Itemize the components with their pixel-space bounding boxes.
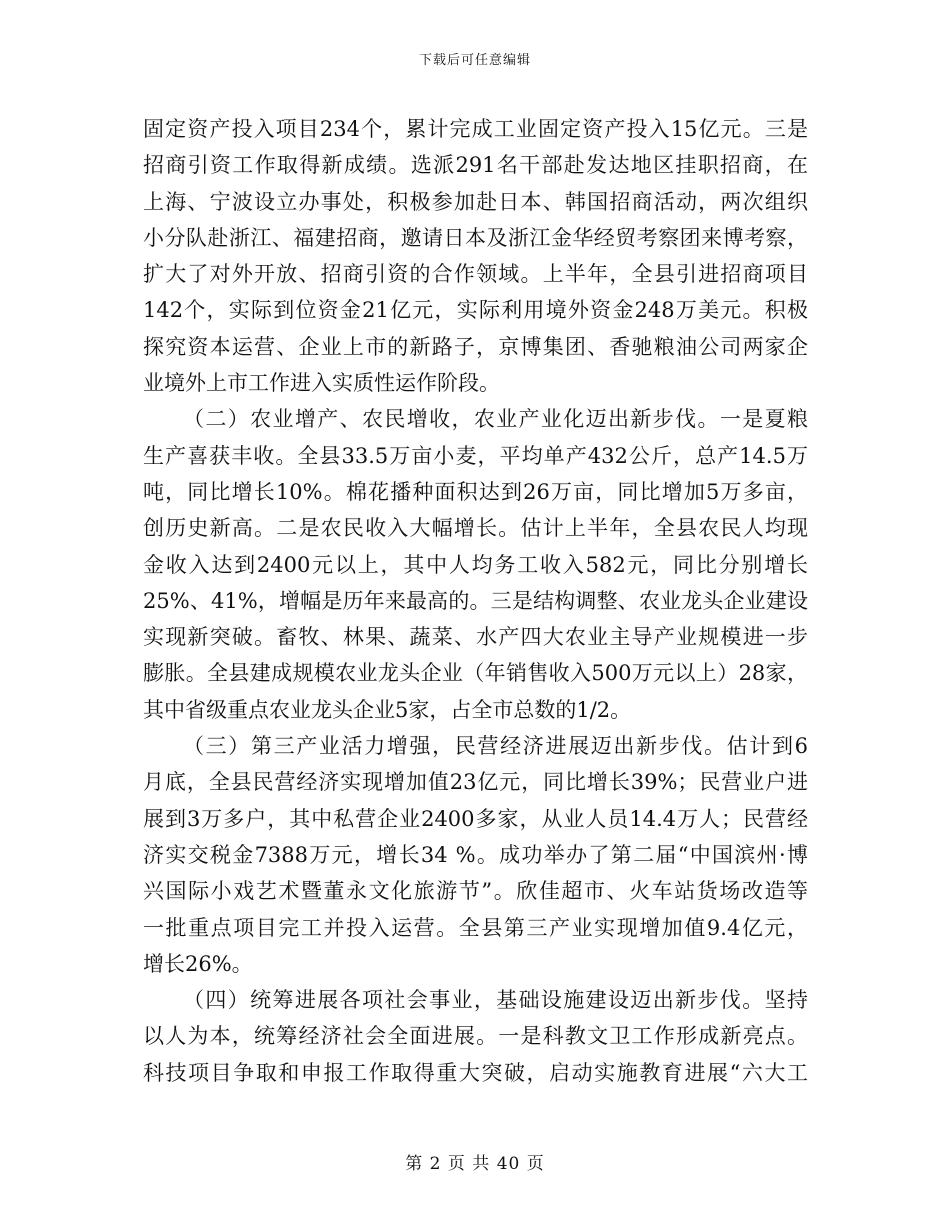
paragraph-first-line: （二）农业增产、农民增收，农业产业化迈出新步伐。一是夏粮: [183, 407, 808, 432]
text-line: 以人为本，统筹经济社会全面进展。一是科教文卫工作形成新亮点。: [143, 1024, 808, 1049]
page-header: 下载后可任意编辑: [418, 53, 531, 68]
text-line: 实现新突破。畜牧、林果、蔬菜、水产四大农业主导产业规模进一步: [143, 625, 808, 650]
paragraph-first-line: （三）第三产业活力增强，民营经济进展迈出新步伐。估计到6: [183, 734, 808, 759]
paragraph-first-line: （四）统筹进展各项社会事业，基础设施建设迈出新步伐。坚持: [183, 988, 808, 1013]
text-line: 增长26%。: [143, 951, 253, 976]
document-body: [143, 111, 808, 1091]
text-line: 25%、41%，增幅是历年来最高的。三是结构调整、农业龙头企业建设: [143, 588, 808, 613]
text-line: 生产喜获丰收。全县33.5万亩小麦，平均单产432公斤，总产14.5万: [143, 443, 808, 468]
text-line: 其中省级重点农业龙头企业5家，占全市总数的1/2。: [143, 697, 632, 722]
page-footer: 第 2 页 共 40 页: [405, 1154, 545, 1174]
text-line: 膨胀。全县建成规模农业龙头企业（年销售收入500万元以上）28家，: [143, 661, 808, 686]
text-line: 兴国际小戏艺术暨董永文化旅游节”。欣佳超市、火车站货场改造等: [143, 879, 808, 904]
text-line: 142个，实际到位资金21亿元，实际利用境外资金248万美元。积极: [143, 298, 808, 323]
text-line: 济实交税金7388万元，增长34 %。成功举办了第二届“中国滨州·博: [143, 842, 808, 867]
text-line: 月底，全县民营经济实现增加值23亿元，同比增长39%；民营业户进: [143, 770, 808, 795]
text-line: 展到3万多户，其中私营企业2400多家，从业人员14.4万人；民营经: [143, 806, 808, 831]
text-line: 固定资产投入项目234个，累计完成工业固定资产投入15亿元。三是: [143, 117, 808, 141]
text-line: 招商引资工作取得新成绩。选派291名干部赴发达地区挂职招商，在: [143, 153, 808, 178]
text-line: 上海、宁波设立办事处，积极参加赴日本、韩国招商活动，两次组织: [143, 189, 808, 214]
text-line: 一批重点项目完工并投入运营。全县第三产业实现增加值9.4亿元，: [143, 915, 808, 940]
text-line: 小分队赴浙江、福建招商，邀请日本及浙江金华经贸考察团来博考察，: [143, 225, 808, 250]
text-line: 业境外上市工作进入实质性运作阶段。: [143, 371, 500, 396]
text-line: 扩大了对外开放、招商引资的合作领域。上半年，全县引进招商项目: [143, 262, 808, 287]
text-line: 吨，同比增长10%。棉花播种面积达到26万亩，同比增加5万多亩，: [143, 479, 808, 504]
text-line: 科技项目争取和申报工作取得重大突破，启动实施教育进展“六大工: [143, 1060, 808, 1085]
text-line: 探究资本运营、企业上市的新路子，京博集团、香驰粮油公司两家企: [143, 334, 808, 359]
text-line: 金收入达到2400元以上，其中人均务工收入582元，同比分别增长: [143, 552, 808, 577]
text-line: 创历史新高。二是农民收入大幅增长。估计上半年，全县农民人均现: [143, 516, 808, 541]
